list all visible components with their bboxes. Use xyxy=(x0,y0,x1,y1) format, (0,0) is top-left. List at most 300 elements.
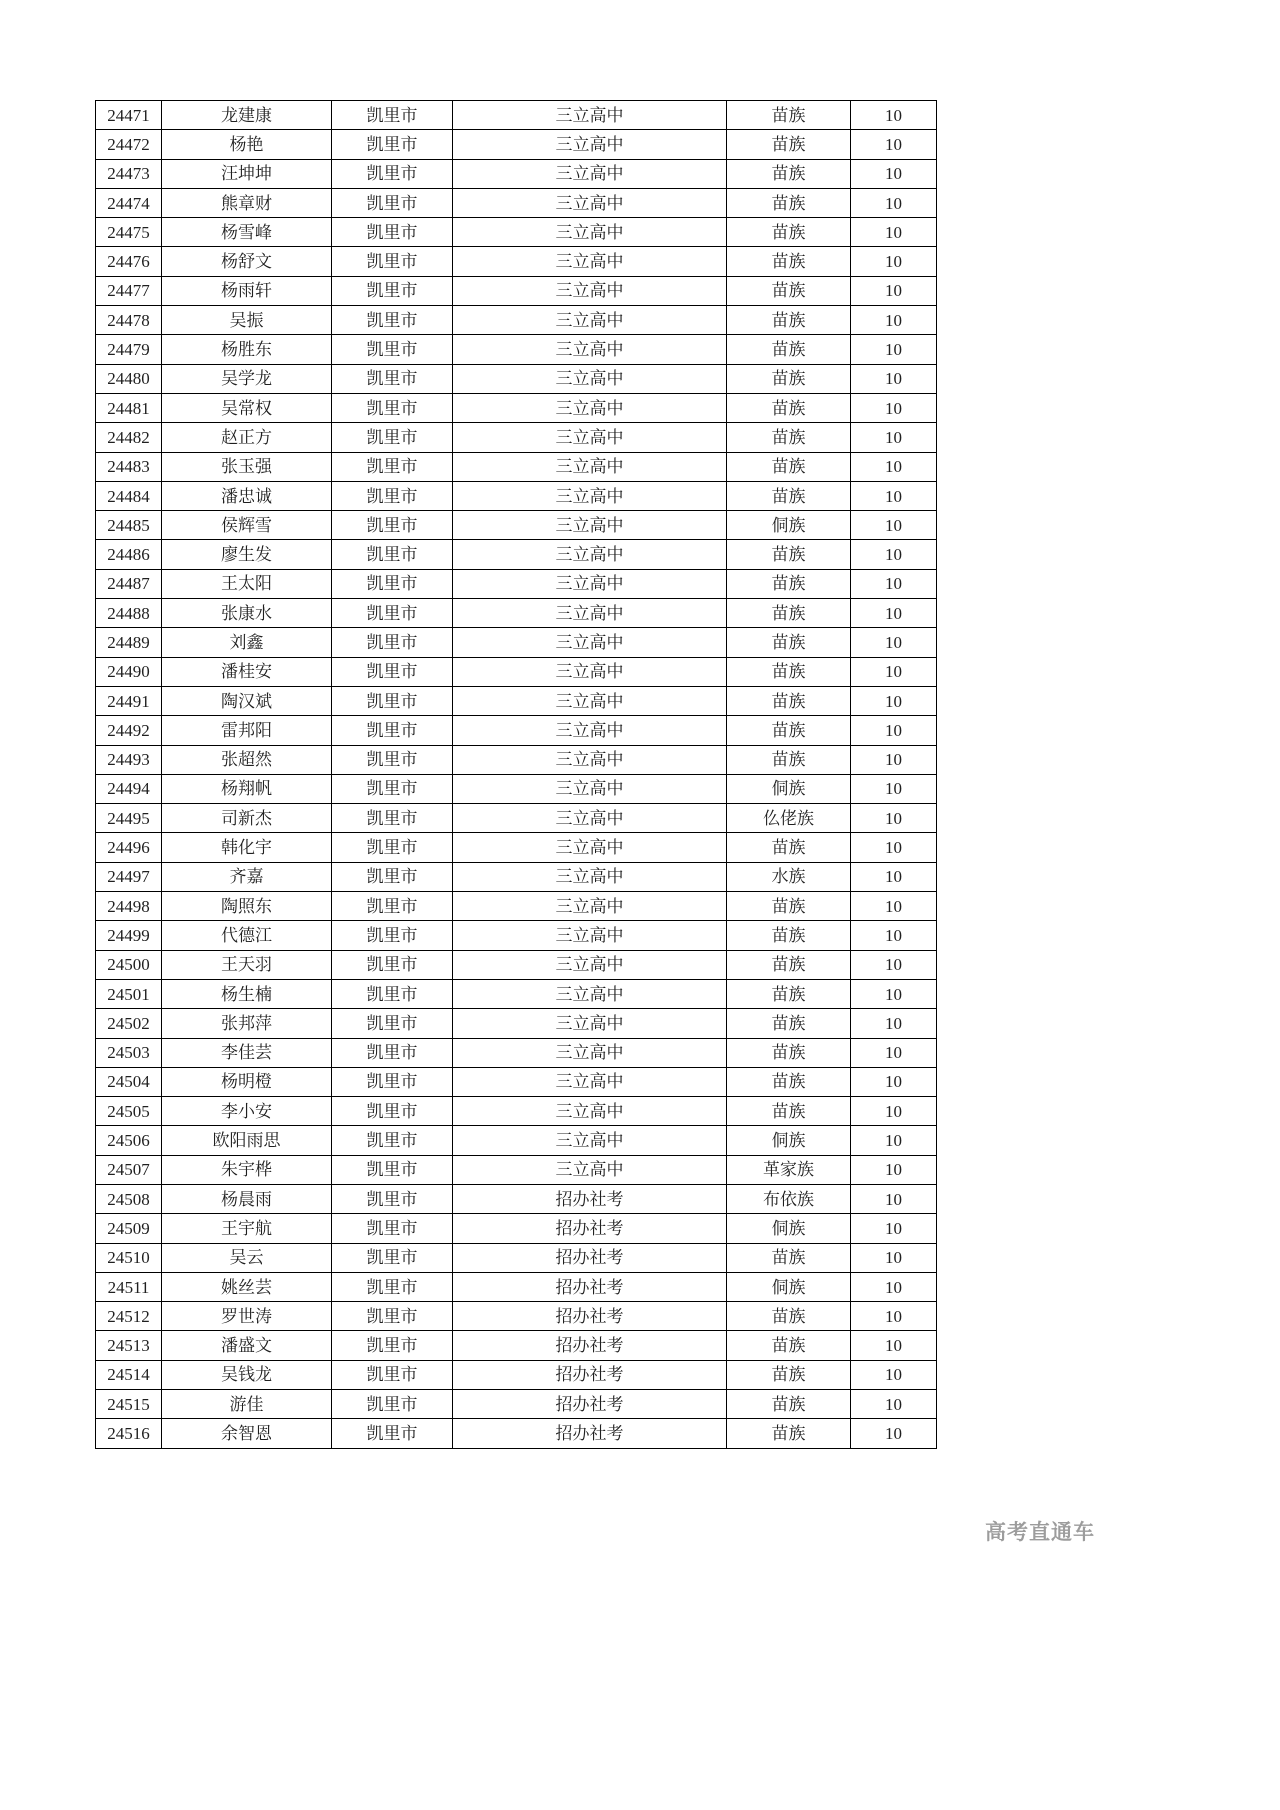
cell-id: 24477 xyxy=(96,276,162,305)
cell-quota: 10 xyxy=(851,979,937,1008)
cell-name: 杨雨轩 xyxy=(162,276,332,305)
cell-quota: 10 xyxy=(851,1214,937,1243)
cell-school: 三立高中 xyxy=(453,599,727,628)
cell-name: 潘盛文 xyxy=(162,1331,332,1360)
cell-school: 三立高中 xyxy=(453,452,727,481)
cell-quota: 10 xyxy=(851,101,937,130)
cell-name: 杨雪峰 xyxy=(162,218,332,247)
table-row xyxy=(96,1126,937,1155)
cell-city: 凯里市 xyxy=(332,364,453,393)
cell-school: 招办社考 xyxy=(453,1419,727,1448)
cell-school: 三立高中 xyxy=(453,481,727,510)
cell-ethnicity: 苗族 xyxy=(727,569,851,598)
cell-city: 凯里市 xyxy=(332,1009,453,1038)
cell-ethnicity: 水族 xyxy=(727,862,851,891)
cell-city: 凯里市 xyxy=(332,1390,453,1419)
cell-ethnicity: 苗族 xyxy=(727,218,851,247)
cell-city: 凯里市 xyxy=(332,393,453,422)
cell-id: 24503 xyxy=(96,1038,162,1067)
cell-id: 24509 xyxy=(96,1214,162,1243)
cell-school: 三立高中 xyxy=(453,1126,727,1155)
cell-school: 三立高中 xyxy=(453,628,727,657)
table-row xyxy=(96,511,937,540)
cell-city: 凯里市 xyxy=(332,804,453,833)
cell-quota: 10 xyxy=(851,862,937,891)
cell-city: 凯里市 xyxy=(332,452,453,481)
table-row xyxy=(96,950,937,979)
cell-id: 24510 xyxy=(96,1243,162,1272)
table-row xyxy=(96,774,937,803)
cell-id: 24472 xyxy=(96,130,162,159)
cell-id: 24514 xyxy=(96,1360,162,1389)
cell-name: 吴云 xyxy=(162,1243,332,1272)
cell-name: 陶汉斌 xyxy=(162,686,332,715)
cell-school: 三立高中 xyxy=(453,1038,727,1067)
cell-city: 凯里市 xyxy=(332,306,453,335)
table-row xyxy=(96,452,937,481)
cell-id: 24471 xyxy=(96,101,162,130)
cell-ethnicity: 苗族 xyxy=(727,950,851,979)
cell-quota: 10 xyxy=(851,1126,937,1155)
cell-quota: 10 xyxy=(851,452,937,481)
cell-name: 张玉强 xyxy=(162,452,332,481)
cell-ethnicity: 苗族 xyxy=(727,1360,851,1389)
cell-school: 三立高中 xyxy=(453,921,727,950)
table-row xyxy=(96,833,937,862)
table-row xyxy=(96,1390,937,1419)
cell-id: 24483 xyxy=(96,452,162,481)
cell-quota: 10 xyxy=(851,511,937,540)
cell-name: 侯辉雪 xyxy=(162,511,332,540)
cell-id: 24492 xyxy=(96,716,162,745)
cell-name: 张康水 xyxy=(162,599,332,628)
cell-name: 王太阳 xyxy=(162,569,332,598)
cell-quota: 10 xyxy=(851,335,937,364)
table-row xyxy=(96,1331,937,1360)
cell-ethnicity: 苗族 xyxy=(727,1331,851,1360)
cell-quota: 10 xyxy=(851,247,937,276)
cell-quota: 10 xyxy=(851,950,937,979)
table-row xyxy=(96,1184,937,1213)
cell-id: 24507 xyxy=(96,1155,162,1184)
cell-quota: 10 xyxy=(851,159,937,188)
cell-school: 三立高中 xyxy=(453,804,727,833)
cell-id: 24480 xyxy=(96,364,162,393)
cell-city: 凯里市 xyxy=(332,862,453,891)
cell-school: 三立高中 xyxy=(453,569,727,598)
cell-id: 24499 xyxy=(96,921,162,950)
cell-name: 张邦萍 xyxy=(162,1009,332,1038)
cell-city: 凯里市 xyxy=(332,599,453,628)
table-row xyxy=(96,218,937,247)
cell-school: 招办社考 xyxy=(453,1302,727,1331)
cell-city: 凯里市 xyxy=(332,540,453,569)
cell-quota: 10 xyxy=(851,218,937,247)
cell-ethnicity: 侗族 xyxy=(727,774,851,803)
cell-ethnicity: 布依族 xyxy=(727,1184,851,1213)
table-row xyxy=(96,1097,937,1126)
cell-city: 凯里市 xyxy=(332,188,453,217)
table-body xyxy=(96,101,937,1449)
cell-ethnicity: 苗族 xyxy=(727,657,851,686)
cell-quota: 10 xyxy=(851,774,937,803)
cell-name: 赵正方 xyxy=(162,423,332,452)
cell-ethnicity: 苗族 xyxy=(727,481,851,510)
cell-quota: 10 xyxy=(851,130,937,159)
cell-ethnicity: 苗族 xyxy=(727,1038,851,1067)
cell-school: 三立高中 xyxy=(453,1067,727,1096)
cell-city: 凯里市 xyxy=(332,657,453,686)
cell-name: 杨晨雨 xyxy=(162,1184,332,1213)
cell-school: 三立高中 xyxy=(453,393,727,422)
cell-school: 三立高中 xyxy=(453,364,727,393)
table-row xyxy=(96,599,937,628)
cell-name: 李佳芸 xyxy=(162,1038,332,1067)
cell-ethnicity: 苗族 xyxy=(727,364,851,393)
cell-quota: 10 xyxy=(851,599,937,628)
cell-school: 三立高中 xyxy=(453,306,727,335)
cell-id: 24479 xyxy=(96,335,162,364)
cell-id: 24505 xyxy=(96,1097,162,1126)
cell-id: 24485 xyxy=(96,511,162,540)
cell-name: 潘桂安 xyxy=(162,657,332,686)
cell-city: 凯里市 xyxy=(332,1360,453,1389)
cell-school: 三立高中 xyxy=(453,686,727,715)
cell-quota: 10 xyxy=(851,1038,937,1067)
cell-ethnicity: 革家族 xyxy=(727,1155,851,1184)
cell-id: 24478 xyxy=(96,306,162,335)
cell-city: 凯里市 xyxy=(332,1214,453,1243)
cell-school: 三立高中 xyxy=(453,950,727,979)
cell-id: 24476 xyxy=(96,247,162,276)
cell-quota: 10 xyxy=(851,540,937,569)
cell-id: 24488 xyxy=(96,599,162,628)
cell-ethnicity: 苗族 xyxy=(727,276,851,305)
cell-name: 韩化宇 xyxy=(162,833,332,862)
cell-id: 24487 xyxy=(96,569,162,598)
table-row xyxy=(96,892,937,921)
table-row xyxy=(96,979,937,1008)
cell-city: 凯里市 xyxy=(332,921,453,950)
cell-ethnicity: 苗族 xyxy=(727,1390,851,1419)
cell-id: 24475 xyxy=(96,218,162,247)
cell-id: 24473 xyxy=(96,159,162,188)
cell-quota: 10 xyxy=(851,833,937,862)
cell-city: 凯里市 xyxy=(332,1038,453,1067)
cell-ethnicity: 苗族 xyxy=(727,1302,851,1331)
cell-name: 杨明橙 xyxy=(162,1067,332,1096)
cell-name: 李小安 xyxy=(162,1097,332,1126)
table-row xyxy=(96,276,937,305)
cell-school: 三立高中 xyxy=(453,540,727,569)
cell-quota: 10 xyxy=(851,1390,937,1419)
cell-name: 游佳 xyxy=(162,1390,332,1419)
table-row xyxy=(96,745,937,774)
cell-city: 凯里市 xyxy=(332,1126,453,1155)
cell-name: 吴学龙 xyxy=(162,364,332,393)
cell-ethnicity: 苗族 xyxy=(727,833,851,862)
cell-quota: 10 xyxy=(851,1184,937,1213)
cell-school: 三立高中 xyxy=(453,1009,727,1038)
cell-quota: 10 xyxy=(851,686,937,715)
cell-name: 姚丝芸 xyxy=(162,1272,332,1301)
cell-quota: 10 xyxy=(851,1067,937,1096)
table-row xyxy=(96,1067,937,1096)
cell-quota: 10 xyxy=(851,716,937,745)
cell-id: 24498 xyxy=(96,892,162,921)
student-list-table xyxy=(95,100,937,1449)
table-row xyxy=(96,1009,937,1038)
table-row xyxy=(96,657,937,686)
cell-school: 招办社考 xyxy=(453,1184,727,1213)
cell-name: 杨生楠 xyxy=(162,979,332,1008)
cell-id: 24490 xyxy=(96,657,162,686)
cell-id: 24500 xyxy=(96,950,162,979)
cell-name: 杨翔帆 xyxy=(162,774,332,803)
cell-school: 三立高中 xyxy=(453,745,727,774)
cell-ethnicity: 侗族 xyxy=(727,1272,851,1301)
table-row xyxy=(96,159,937,188)
cell-id: 24482 xyxy=(96,423,162,452)
cell-city: 凯里市 xyxy=(332,892,453,921)
cell-name: 司新杰 xyxy=(162,804,332,833)
cell-name: 张超然 xyxy=(162,745,332,774)
cell-quota: 10 xyxy=(851,393,937,422)
cell-school: 招办社考 xyxy=(453,1331,727,1360)
cell-id: 24489 xyxy=(96,628,162,657)
cell-ethnicity: 苗族 xyxy=(727,1097,851,1126)
cell-name: 齐嘉 xyxy=(162,862,332,891)
cell-name: 龙建康 xyxy=(162,101,332,130)
cell-quota: 10 xyxy=(851,481,937,510)
cell-school: 三立高中 xyxy=(453,892,727,921)
cell-id: 24495 xyxy=(96,804,162,833)
cell-school: 三立高中 xyxy=(453,159,727,188)
cell-name: 汪坤坤 xyxy=(162,159,332,188)
cell-school: 三立高中 xyxy=(453,1097,727,1126)
cell-quota: 10 xyxy=(851,628,937,657)
cell-school: 三立高中 xyxy=(453,862,727,891)
cell-school: 三立高中 xyxy=(453,979,727,1008)
cell-ethnicity: 苗族 xyxy=(727,745,851,774)
cell-quota: 10 xyxy=(851,1419,937,1448)
cell-ethnicity: 苗族 xyxy=(727,979,851,1008)
table-row xyxy=(96,540,937,569)
cell-city: 凯里市 xyxy=(332,686,453,715)
cell-id: 24494 xyxy=(96,774,162,803)
cell-ethnicity: 苗族 xyxy=(727,1419,851,1448)
cell-id: 24493 xyxy=(96,745,162,774)
cell-ethnicity: 苗族 xyxy=(727,1067,851,1096)
cell-ethnicity: 侗族 xyxy=(727,1214,851,1243)
cell-quota: 10 xyxy=(851,1272,937,1301)
cell-school: 三立高中 xyxy=(453,130,727,159)
cell-city: 凯里市 xyxy=(332,1184,453,1213)
cell-id: 24502 xyxy=(96,1009,162,1038)
cell-school: 三立高中 xyxy=(453,101,727,130)
cell-name: 王宇航 xyxy=(162,1214,332,1243)
cell-school: 三立高中 xyxy=(453,511,727,540)
cell-school: 三立高中 xyxy=(453,716,727,745)
cell-name: 代德江 xyxy=(162,921,332,950)
cell-school: 招办社考 xyxy=(453,1272,727,1301)
cell-ethnicity: 苗族 xyxy=(727,599,851,628)
cell-id: 24484 xyxy=(96,481,162,510)
cell-city: 凯里市 xyxy=(332,1097,453,1126)
cell-ethnicity: 苗族 xyxy=(727,540,851,569)
table-row xyxy=(96,1272,937,1301)
cell-city: 凯里市 xyxy=(332,1067,453,1096)
cell-quota: 10 xyxy=(851,804,937,833)
table-row xyxy=(96,1038,937,1067)
cell-quota: 10 xyxy=(851,276,937,305)
cell-name: 杨艳 xyxy=(162,130,332,159)
cell-quota: 10 xyxy=(851,188,937,217)
cell-quota: 10 xyxy=(851,1097,937,1126)
table-row xyxy=(96,804,937,833)
cell-city: 凯里市 xyxy=(332,101,453,130)
cell-city: 凯里市 xyxy=(332,335,453,364)
cell-ethnicity: 苗族 xyxy=(727,423,851,452)
cell-name: 潘忠诚 xyxy=(162,481,332,510)
cell-id: 24481 xyxy=(96,393,162,422)
table-row xyxy=(96,130,937,159)
table-row xyxy=(96,921,937,950)
cell-id: 24486 xyxy=(96,540,162,569)
cell-quota: 10 xyxy=(851,1302,937,1331)
cell-city: 凯里市 xyxy=(332,1302,453,1331)
cell-city: 凯里市 xyxy=(332,511,453,540)
cell-city: 凯里市 xyxy=(332,218,453,247)
cell-name: 欧阳雨思 xyxy=(162,1126,332,1155)
cell-city: 凯里市 xyxy=(332,276,453,305)
table-row xyxy=(96,862,937,891)
cell-city: 凯里市 xyxy=(332,1272,453,1301)
table-row xyxy=(96,393,937,422)
cell-quota: 10 xyxy=(851,1155,937,1184)
cell-ethnicity: 侗族 xyxy=(727,511,851,540)
cell-ethnicity: 苗族 xyxy=(727,393,851,422)
cell-name: 王天羽 xyxy=(162,950,332,979)
table-row xyxy=(96,364,937,393)
table-row xyxy=(96,686,937,715)
cell-school: 三立高中 xyxy=(453,774,727,803)
cell-id: 24516 xyxy=(96,1419,162,1448)
cell-ethnicity: 苗族 xyxy=(727,452,851,481)
cell-name: 陶照东 xyxy=(162,892,332,921)
cell-id: 24513 xyxy=(96,1331,162,1360)
cell-id: 24511 xyxy=(96,1272,162,1301)
cell-ethnicity: 苗族 xyxy=(727,101,851,130)
cell-name: 吴钱龙 xyxy=(162,1360,332,1389)
table-row xyxy=(96,188,937,217)
cell-ethnicity: 侗族 xyxy=(727,1126,851,1155)
cell-id: 24508 xyxy=(96,1184,162,1213)
cell-quota: 10 xyxy=(851,1009,937,1038)
cell-school: 招办社考 xyxy=(453,1390,727,1419)
cell-ethnicity: 仫佬族 xyxy=(727,804,851,833)
cell-ethnicity: 苗族 xyxy=(727,159,851,188)
table-row xyxy=(96,423,937,452)
cell-name: 刘鑫 xyxy=(162,628,332,657)
cell-ethnicity: 苗族 xyxy=(727,716,851,745)
cell-city: 凯里市 xyxy=(332,1419,453,1448)
cell-quota: 10 xyxy=(851,921,937,950)
cell-school: 三立高中 xyxy=(453,1155,727,1184)
cell-school: 三立高中 xyxy=(453,188,727,217)
table-row xyxy=(96,306,937,335)
cell-school: 三立高中 xyxy=(453,247,727,276)
cell-city: 凯里市 xyxy=(332,950,453,979)
table-row xyxy=(96,335,937,364)
table-row xyxy=(96,101,937,130)
cell-city: 凯里市 xyxy=(332,481,453,510)
cell-name: 吴振 xyxy=(162,306,332,335)
cell-city: 凯里市 xyxy=(332,1155,453,1184)
cell-id: 24506 xyxy=(96,1126,162,1155)
cell-city: 凯里市 xyxy=(332,774,453,803)
cell-ethnicity: 苗族 xyxy=(727,1009,851,1038)
cell-city: 凯里市 xyxy=(332,745,453,774)
cell-school: 三立高中 xyxy=(453,276,727,305)
cell-city: 凯里市 xyxy=(332,1331,453,1360)
cell-name: 熊章财 xyxy=(162,188,332,217)
cell-ethnicity: 苗族 xyxy=(727,306,851,335)
cell-ethnicity: 苗族 xyxy=(727,247,851,276)
cell-city: 凯里市 xyxy=(332,247,453,276)
cell-id: 24515 xyxy=(96,1390,162,1419)
cell-id: 24496 xyxy=(96,833,162,862)
cell-city: 凯里市 xyxy=(332,628,453,657)
cell-name: 吴常权 xyxy=(162,393,332,422)
cell-city: 凯里市 xyxy=(332,1243,453,1272)
table-row xyxy=(96,1419,937,1448)
cell-quota: 10 xyxy=(851,423,937,452)
cell-city: 凯里市 xyxy=(332,833,453,862)
watermark-text: 高考直通车 xyxy=(985,1521,1095,1544)
cell-id: 24497 xyxy=(96,862,162,891)
cell-id: 24501 xyxy=(96,979,162,1008)
cell-name: 廖生发 xyxy=(162,540,332,569)
table-row xyxy=(96,1243,937,1272)
table-row xyxy=(96,1360,937,1389)
cell-ethnicity: 苗族 xyxy=(727,921,851,950)
cell-school: 招办社考 xyxy=(453,1214,727,1243)
cell-city: 凯里市 xyxy=(332,716,453,745)
cell-id: 24512 xyxy=(96,1302,162,1331)
cell-school: 三立高中 xyxy=(453,335,727,364)
cell-city: 凯里市 xyxy=(332,979,453,1008)
cell-quota: 10 xyxy=(851,569,937,598)
cell-school: 招办社考 xyxy=(453,1243,727,1272)
cell-ethnicity: 苗族 xyxy=(727,686,851,715)
cell-quota: 10 xyxy=(851,745,937,774)
cell-name: 余智恩 xyxy=(162,1419,332,1448)
cell-city: 凯里市 xyxy=(332,159,453,188)
cell-ethnicity: 苗族 xyxy=(727,892,851,921)
cell-quota: 10 xyxy=(851,657,937,686)
cell-school: 三立高中 xyxy=(453,423,727,452)
cell-name: 雷邦阳 xyxy=(162,716,332,745)
cell-quota: 10 xyxy=(851,892,937,921)
cell-school: 三立高中 xyxy=(453,657,727,686)
cell-ethnicity: 苗族 xyxy=(727,628,851,657)
cell-name: 杨胜东 xyxy=(162,335,332,364)
cell-id: 24491 xyxy=(96,686,162,715)
cell-city: 凯里市 xyxy=(332,423,453,452)
table-row xyxy=(96,1302,937,1331)
cell-ethnicity: 苗族 xyxy=(727,130,851,159)
